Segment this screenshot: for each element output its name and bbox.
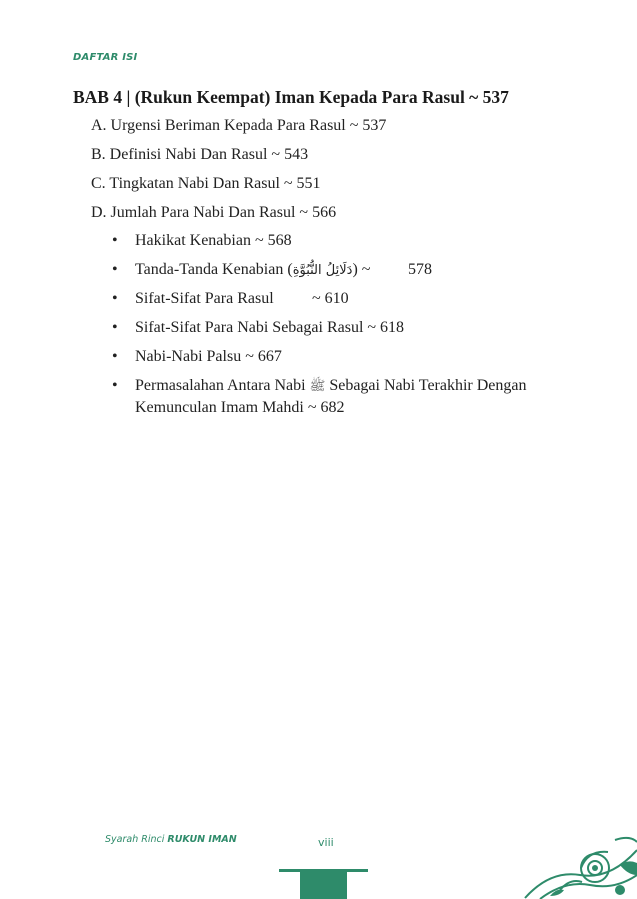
bullet: • [112,261,118,278]
subentry-text: Sebagai Nabi Terakhir Dengan [329,377,527,394]
toc-entry-d: D. Jumlah Para Nabi Dan Rasul ~ 566 [91,204,337,221]
toc-entry-a: A. Urgensi Beriman Kepada Para Rasul ~ 537 [91,117,387,134]
toc-subentry-nabi-palsu: Nabi-Nabi Palsu ~ 667 [135,348,282,365]
bullet: • [112,348,118,365]
chapter-title: BAB 4 | (Rukun Keempat) Iman Kepada Para Rasul ~ 537 [73,87,509,107]
toc-subentry-permasalahan [135,377,527,397]
bullet: • [112,232,118,249]
toc-subentry-tanda [135,261,370,279]
footer-book-title [105,834,237,845]
bullet: • [112,377,118,394]
footer-tab [300,872,347,899]
section-label: DAFTAR ISI [73,52,138,63]
toc-entry-b: B. Definisi Nabi Dan Rasul ~ 543 [91,146,309,163]
toc-subentry-sifat-rasul: Sifat-Sifat Para Rasul [135,290,274,307]
toc-subentry-hakikat: Hakikat Kenabian ~ 568 [135,232,292,249]
subentry-text: Permasalahan Antara Nabi [135,377,306,394]
toc-subentry-permasalahan-cont: Kemunculan Imam Mahdi ~ 682 [135,399,345,416]
page-number: viii [318,836,334,849]
subentry-page: 578 [408,261,432,278]
toc-entry-c: C. Tingkatan Nabi Dan Rasul ~ 551 [91,175,321,192]
book-title: RUKUN IMAN [167,834,237,845]
bullet: • [112,290,118,307]
arabic-term: دَلَائِلُ النُّبُوَّةِ [292,263,353,278]
toc-subentry-sifat-nabi: Sifat-Sifat Para Nabi Sebagai Rasul ~ 618 [135,319,405,336]
floral-ornament-icon [520,830,637,899]
book-prefix: Syarah Rinci [105,834,165,845]
bullet: • [112,319,118,336]
salawat-symbol: ﷺ [309,379,326,394]
subentry-page: ~ 610 [312,290,349,307]
subentry-text: ) ~ [352,261,371,278]
subentry-text: Tanda-Tanda Kenabian ( [135,261,293,278]
